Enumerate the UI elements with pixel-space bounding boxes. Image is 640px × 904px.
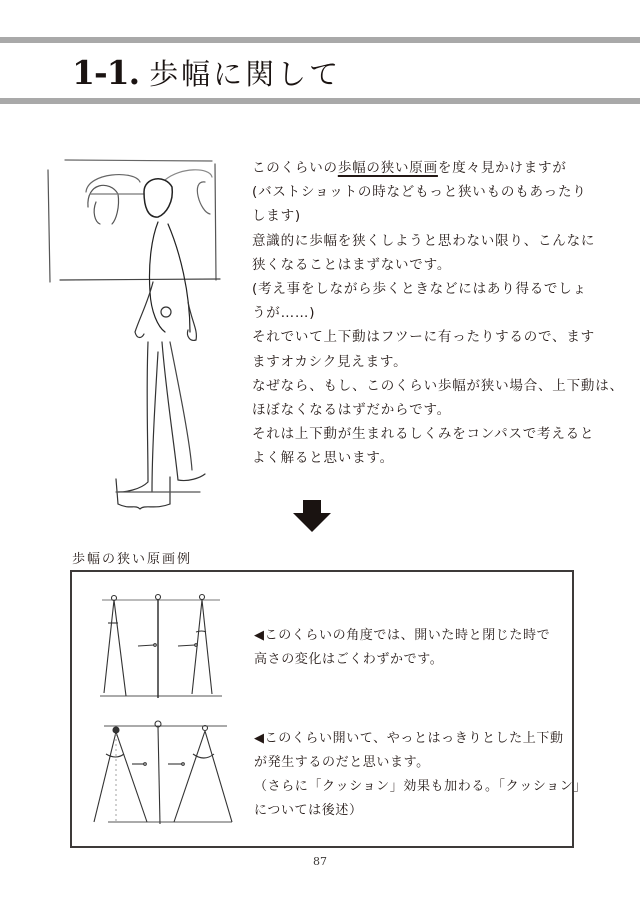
example-box [70, 570, 587, 848]
narrow-compass-diagram [92, 590, 242, 700]
caption-narrow: ◀このくらいの角度では、開いた時と閉じた時で 高さの変化はごくわずかです。 [254, 628, 551, 667]
intro-line: よく解ると思います。 [252, 450, 394, 467]
header-bar-bottom [0, 98, 640, 104]
intro-line: します) [252, 208, 301, 225]
intro-line: 狭くなることはまずないです。 [252, 256, 452, 273]
page-number: 87 [313, 855, 327, 868]
intro-line: ますオカシク見えます。 [252, 353, 408, 370]
intro-line: 意識的に歩幅を狭くしようと思わない限り、こんなに [252, 232, 596, 249]
caption-wide: ◀このくらい開いて、やっとはっきりとした上下動 が発生するのだと思います。 （さらに「クッション」効果も加わる。「クッション」 については後述） [254, 731, 587, 818]
header-bar-top [0, 37, 640, 43]
intro-line: うが……) [252, 305, 316, 322]
underlined-phrase: 歩幅の狭い原画 [337, 160, 438, 176]
intro-text [252, 156, 624, 471]
wide-compass-diagram [92, 714, 242, 834]
section-number: 1-1. [72, 53, 140, 92]
intro-line: それは上下動が生まれるしくみをコンパスで考えると [252, 426, 595, 443]
intro-line: なぜなら、もし、このくらい歩幅が狭い場合、上下動は、 [252, 377, 624, 394]
intro-line: (バストショットの時などもっと狭いものもあったり [252, 184, 587, 201]
intro-line: それでいて上下動はフツーに有ったりするので、ます [252, 329, 595, 346]
page-title [72, 52, 341, 92]
down-arrow-icon [292, 500, 332, 532]
walking-sketch-figure [40, 152, 240, 522]
intro-line: (考え事をしながら歩くときなどにはあり得るでしょ [252, 281, 587, 298]
example-label: 歩幅の狭い原画例 [72, 552, 193, 567]
intro-line: ほぼなくなるはずだからです。 [252, 402, 451, 419]
intro-line: このくらいの歩幅の狭い原画を度々見かけますが [252, 160, 567, 176]
section-title: 歩幅に関して [149, 57, 342, 91]
